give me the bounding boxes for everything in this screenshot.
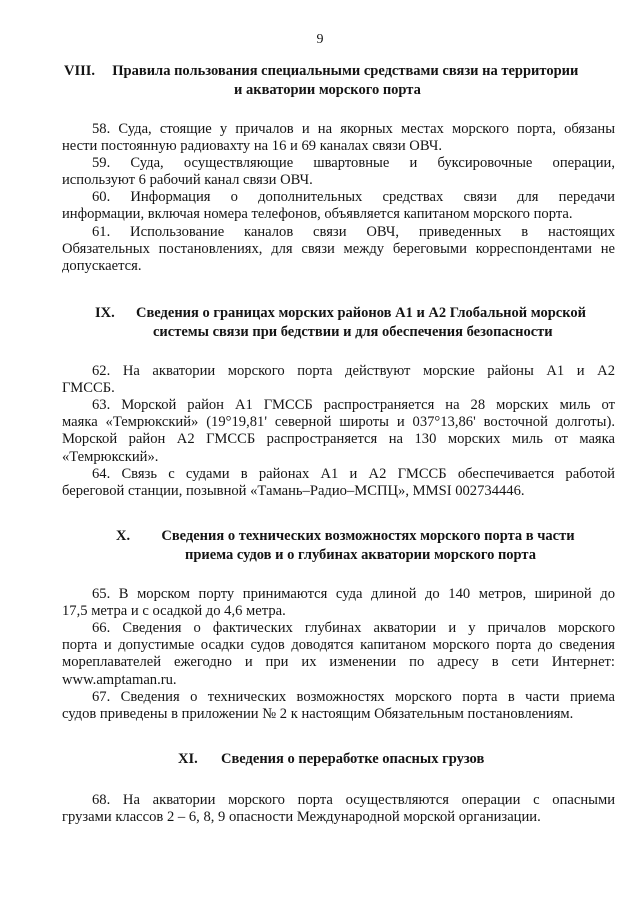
paragraph-line: порта и допустимые осадки судов доводятся капитаном морского порта до сведения (62, 637, 615, 654)
paragraph-line: 62. На акватории морского порта действуют морские районы А1 и А2 (92, 363, 615, 379)
page-number: 9 (316, 32, 324, 47)
paragraph-line: судов приведены в приложении № 2 к настоящим Обязательным постановлениям. (62, 706, 574, 723)
section-title-line: и акватории морского порта (234, 82, 421, 98)
paragraph-line: 68. На акватории морского порта осуществляются операции с опасными (92, 792, 615, 808)
paragraph-line: ГМССБ. (62, 380, 115, 397)
section-heading-viii (64, 62, 624, 100)
paragraph-line: 64. Связь с судами в районах А1 и А2 ГМССБ обеспечивается работой (92, 466, 615, 482)
section-heading-line (64, 81, 624, 100)
section-heading-line (178, 750, 618, 769)
paragraph-68 (62, 792, 615, 826)
paragraph-67 (62, 689, 615, 723)
paragraph-66 (62, 620, 615, 689)
paragraph-line: грузами классов 2 – 6, 8, 9 опасности Международной морской организации. (62, 809, 541, 826)
section-heading-line (95, 304, 625, 323)
paragraph-line: допускается. (62, 258, 142, 275)
paragraph-line: 58. Суда, стоящие у причалов и на якорных местах морского порта, обязаны (92, 121, 615, 137)
paragraph-60 (62, 189, 615, 223)
section-numeral: X. (116, 528, 131, 544)
paragraph-line: 60. Информация о дополнительных средствах связи для передачи (92, 189, 615, 205)
paragraph-64 (62, 466, 615, 500)
paragraph-line: маяка «Темрюкский» (19°19,81' северной широты и 037°13,86' восточной долготы). (62, 414, 615, 431)
paragraph-58 (62, 121, 615, 155)
section-title-line: системы связи при бедствии и для обеспечения безопасности (153, 324, 553, 340)
paragraph-line: 67. Сведения о технических возможностях морского порта в части приема (92, 689, 615, 705)
paragraph-line: 65. В морском порту принимаются суда длиной до 140 метров, шириной до (92, 586, 615, 602)
section-title-line: Сведения о переработке опасных грузов (221, 751, 485, 767)
paragraph-59 (62, 155, 615, 189)
paragraph-63 (62, 397, 615, 466)
section-numeral: VIII. (64, 63, 96, 79)
paragraph-line: 66. Сведения о фактических глубинах акватории и у причалов морского (92, 620, 615, 636)
section-heading-line (116, 546, 626, 565)
paragraph-line: информации, включая номера телефонов, объявляется капитаном морского порта. (62, 206, 573, 223)
section-title-line: Сведения о технических возможностях морского порта в части (161, 528, 575, 544)
paragraph-line: нести постоянную радиовахту на 16 и 69 каналах связи ОВЧ. (62, 138, 442, 155)
paragraph-line: 63. Морской район А1 ГМССБ распространяется на 28 морских миль от (92, 397, 615, 413)
paragraph-65 (62, 586, 615, 620)
section-numeral: IX. (95, 305, 115, 321)
paragraph-line: 61. Использование каналов связи ОВЧ, приведенных в настоящих (92, 224, 615, 240)
section-heading-line (116, 527, 626, 546)
section-heading-ix (95, 304, 625, 342)
section-heading-line (95, 323, 625, 342)
section-heading-x (116, 527, 626, 565)
paragraph-line: Морской район А2 ГМССБ распространяется на 130 морских миль от маяка (62, 431, 615, 448)
paragraph-61 (62, 224, 615, 276)
paragraph-line: береговой станции, позывной «Тамань–Радио–МСПЦ», MMSI 002734446. (62, 483, 525, 500)
paragraph-line: Обязательных постановлениях, для связи между береговыми корреспондентами не (62, 241, 615, 258)
paragraph-line: «Темрюкский». (62, 448, 159, 465)
section-heading-line (64, 62, 624, 81)
paragraph-line: www.amptaman.ru. (62, 671, 177, 688)
paragraph-62 (62, 363, 615, 397)
section-heading-xi (178, 750, 618, 769)
section-title-line: Сведения о границах морских районов А1 и А2 Глобальной морской (136, 305, 586, 321)
section-title-line: приема судов и о глубинах акватории морского порта (185, 547, 536, 563)
paragraph-line: 17,5 метра и с осадкой до 4,6 метра. (62, 603, 286, 620)
paragraph-line: мореплавателей ежегодно и при их изменении по адресу в сети Интернет: (62, 654, 615, 671)
section-numeral: XI. (178, 751, 198, 767)
section-title-line: Правила пользования специальными средствами связи на территории (112, 63, 579, 79)
paragraph-line: используют 6 рабочий канал связи ОВЧ. (62, 172, 313, 189)
paragraph-line: 59. Суда, осуществляющие швартовные и буксировочные операции, (92, 155, 615, 171)
